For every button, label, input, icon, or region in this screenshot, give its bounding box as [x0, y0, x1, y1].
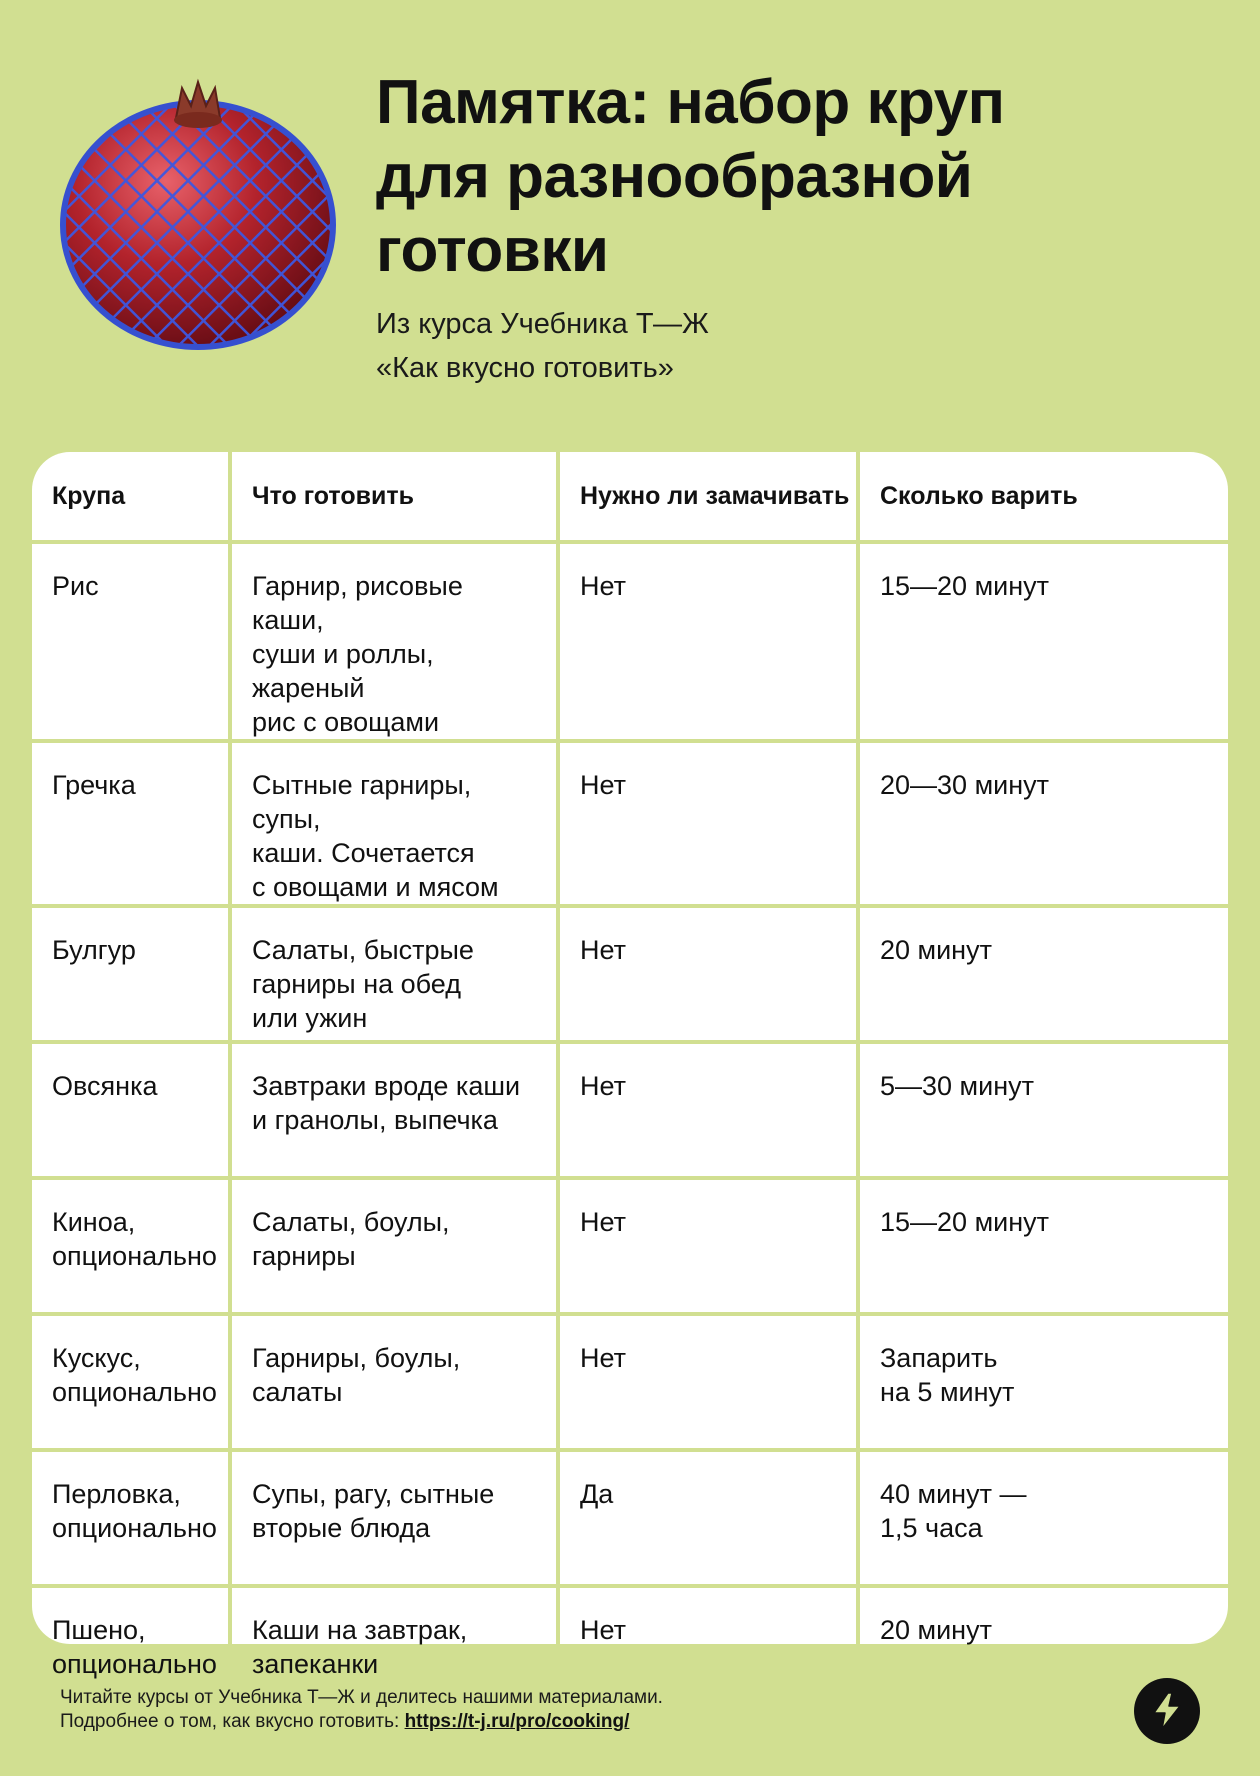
cell-grain: Гречка — [32, 741, 230, 906]
grains-table — [32, 452, 1228, 1722]
cell-soaking: Да — [558, 1450, 858, 1586]
cell-soaking: Нет — [558, 1586, 858, 1722]
cell-what-to-cook: Супы, рагу, сытные вторые блюда — [230, 1450, 558, 1586]
cell-soaking: Нет — [558, 1314, 858, 1450]
footer-link-prefix: Подробнее о том, как вкусно готовить: — [60, 1711, 405, 1732]
cell-soaking: Нет — [558, 542, 858, 741]
footer-text-line2 — [60, 1710, 960, 1734]
cell-cooking-time: 20 минут — [880, 1615, 992, 1645]
cell-grain: Киноа, опционально — [32, 1178, 230, 1314]
grains-table-card — [32, 452, 1228, 1679]
column-header-grain: Крупа — [32, 452, 230, 542]
cell-cooking-time: 40 минут — 1,5 часа — [858, 1450, 1228, 1586]
table-row — [32, 1450, 1228, 1586]
cell-what-to-cook: Салаты, быстрые гарниры на обед или ужин — [230, 906, 558, 1042]
cell-cooking-time: Запарить на 5 минут — [858, 1314, 1228, 1450]
table-row — [32, 1178, 1228, 1314]
cell-what-to-cook: Гарниры, боулы, салаты — [230, 1314, 558, 1450]
table-header-row — [32, 452, 1228, 542]
cell-cooking-time: 20—30 минут — [858, 741, 1228, 906]
cell-cooking-time: 20 минут — [858, 906, 1228, 1042]
cell-grain: Перловка, опционально — [32, 1450, 230, 1586]
column-header-soaking: Нужно ли замачивать — [558, 452, 858, 542]
cell-cooking-time: 15—20 минут — [858, 1178, 1228, 1314]
cell-cooking-time: 15—20 минут — [858, 542, 1228, 741]
footer-text-line1: Читайте курсы от Учебника Т—Ж и делитесь нашими материалами. — [60, 1687, 663, 1708]
cell-soaking: Нет — [558, 1042, 858, 1178]
cell-soaking: Нет — [558, 1178, 858, 1314]
table-row — [32, 741, 1228, 906]
cell-grain: Рис — [32, 542, 230, 741]
lightning-bolt-icon[interactable] — [1134, 1678, 1200, 1744]
cell-soaking: Нет — [558, 741, 858, 906]
table-row — [32, 542, 1228, 741]
cell-what-to-cook: Завтраки вроде каши и гранолы, выпечка — [230, 1042, 558, 1178]
cell-what-to-cook: Салаты, боулы, гарниры — [230, 1178, 558, 1314]
table-row — [32, 1042, 1228, 1178]
cell-grain: Кускус, опционально — [32, 1314, 230, 1450]
cell-grain: Булгур — [32, 906, 230, 1042]
page-subtitle: Из курса Учебника Т—Ж «Как вкусно готовить» — [376, 308, 709, 384]
footer — [60, 1686, 960, 1734]
cell-what-to-cook: Каши на завтрак, запеканки — [230, 1586, 558, 1722]
cell-grain: Пшено, опционально — [32, 1586, 230, 1722]
cell-soaking: Нет — [558, 906, 858, 1042]
table-row — [32, 906, 1228, 1042]
table-row — [32, 1314, 1228, 1450]
cell-what-to-cook: Сытные гарниры, супы, каши. Сочетается с овощами и мясом — [230, 741, 558, 906]
page-title: Памятка: набор круп для разнообразной готовки — [376, 68, 1005, 285]
cell-grain: Овсянка — [32, 1042, 230, 1178]
cooking-course-link[interactable]: https://t-j.ru/pro/cooking/ — [404, 1711, 630, 1732]
cell-what-to-cook: Гарнир, рисовые каши, суши и роллы, жареный рис с овощами — [230, 542, 558, 741]
column-header-what-to-cook: Что готовить — [230, 452, 558, 542]
cell-cooking-time: 5—30 минут — [858, 1042, 1228, 1178]
pomegranate-image — [48, 70, 348, 360]
column-header-cooking-time: Сколько варить — [858, 452, 1228, 542]
